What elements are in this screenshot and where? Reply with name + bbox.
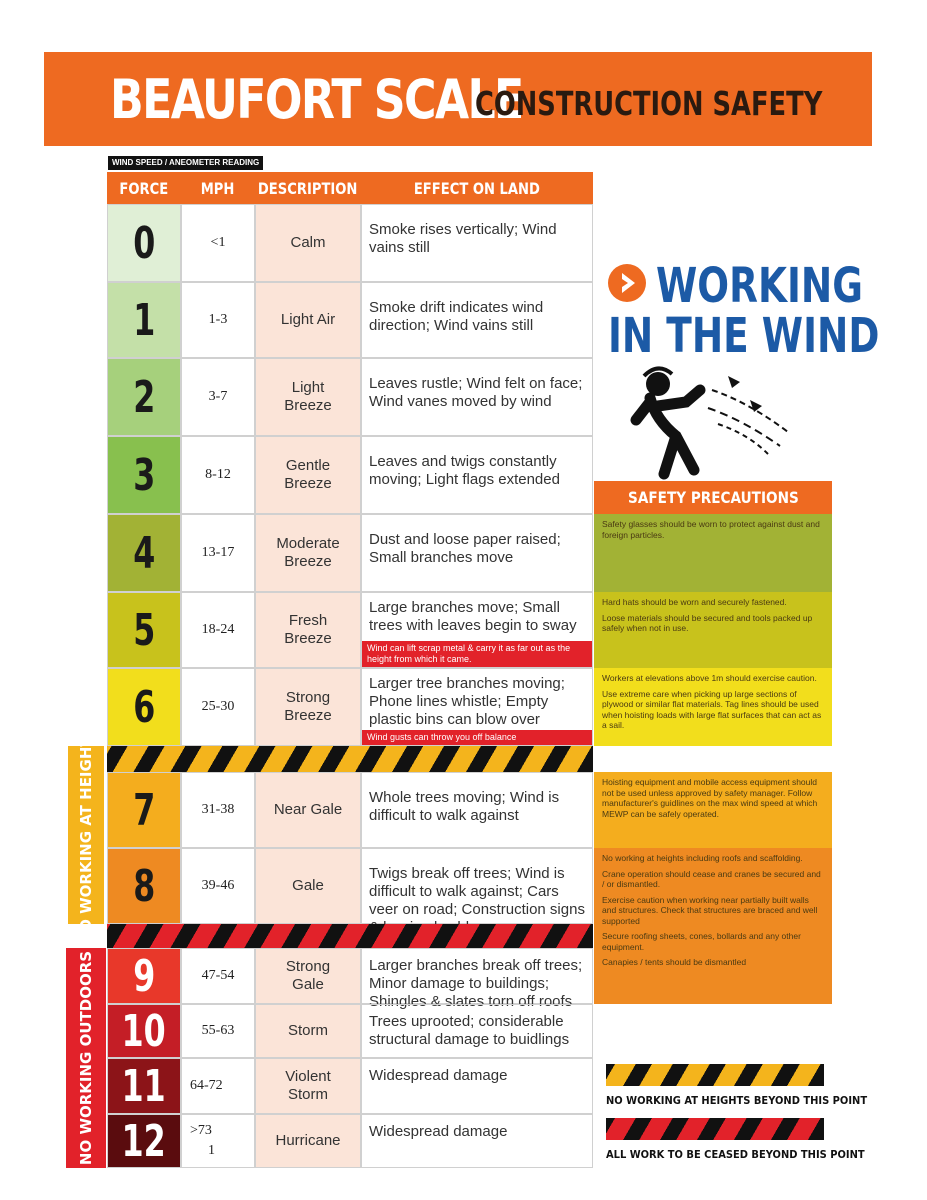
legend-heights-text: NO WORKING AT HEIGHTS BEYOND THIS POINT: [606, 1094, 868, 1107]
mph-value: 55-63: [201, 1023, 235, 1038]
force-cell: [107, 204, 181, 282]
effect-text: Larger tree branches moving; Phone lines whistle; Empty plastic bins can blow over: [369, 675, 565, 728]
description-value: Hurricane: [275, 1132, 341, 1149]
arrow-circle-icon: [608, 264, 646, 302]
column-header-mph: MPH: [181, 172, 255, 204]
effect-cell: [361, 668, 593, 746]
force-cell: [107, 668, 181, 746]
effect-text: Smoke rises vertically; Wind vains still: [369, 221, 557, 256]
safety-item: Secure roofing sheets, cones, bollards and any other equipment.: [602, 931, 801, 952]
description-cell: [255, 436, 361, 514]
safety-block: [594, 668, 832, 746]
description-cell: [255, 204, 361, 282]
force-value: 6: [132, 681, 156, 733]
force-value: 5: [132, 604, 156, 656]
force-cell: [107, 848, 181, 924]
effect-text: Twigs break off trees; Wind is difficult to walk against; Cars veer on road; Construction signs: [369, 865, 585, 918]
mph-value: 25-30: [201, 699, 235, 714]
force-cell: [107, 592, 181, 668]
safety-precautions-heading: SAFETY PRECAUTIONS: [594, 481, 832, 514]
force-value: 4: [132, 527, 156, 579]
force-cell: [107, 1058, 181, 1114]
legend-ceased-text: ALL WORK TO BE CEASED BEYOND THIS POINT: [606, 1148, 865, 1161]
description-cell: [255, 1114, 361, 1168]
effect-cell: [361, 1114, 593, 1168]
safety-item: Workers at elevations above 1m should exercise caution.: [602, 673, 817, 683]
mph-cell: [181, 1114, 255, 1168]
description-cell: [255, 514, 361, 592]
effect-text: Whole trees moving; Wind is difficult to walk against: [369, 789, 560, 824]
force-value: 10: [121, 1005, 167, 1057]
effect-cell: [361, 514, 593, 592]
description-cell: [255, 1004, 361, 1058]
description-value: Light Air: [280, 311, 336, 328]
force-value: 2: [132, 371, 156, 423]
safety-item: No working at heights including roofs and scaffolding.: [602, 853, 803, 863]
description-value: Gentle Breeze: [284, 457, 332, 492]
safety-item: Exercise caution when working near partially built walls and structures. Check that structures are braced and well supported: [602, 894, 818, 926]
mph-value: <1: [210, 235, 226, 250]
force-value: 0: [132, 217, 156, 269]
mph-value: 39-46: [201, 878, 235, 893]
description-value: Strong Breeze: [284, 689, 332, 724]
description-value: Fresh Breeze: [284, 612, 332, 647]
description-value: Gale: [292, 877, 324, 894]
force-cell: [107, 1114, 181, 1168]
description-value: Light Breeze: [284, 379, 332, 414]
mph-cell: [181, 514, 255, 592]
mph-cell: [181, 1004, 255, 1058]
mph-cell: [181, 668, 255, 746]
safety-item: Canapies / tents should be dismantled: [602, 957, 747, 967]
description-value: Strong Gale: [285, 958, 331, 993]
description-cell: [255, 358, 361, 436]
effect-cell: [361, 948, 593, 1010]
no-working-outdoors-label: NO WORKING OUTDOORS: [66, 948, 106, 1168]
safety-item: Loose materials should be secured and tools packed up safely when not in use.: [602, 612, 813, 633]
description-cell: [255, 1058, 361, 1114]
effect-cell: [361, 848, 593, 924]
description-value: Near Gale: [273, 801, 343, 818]
description-value: Violent Storm: [285, 1068, 331, 1103]
wind-speed-label: WIND SPEED / ANEOMETER READING: [108, 156, 263, 170]
legend-stripe-heights: [606, 1064, 824, 1086]
mph-cell: [181, 1058, 255, 1114]
safety-item: Crane operation should cease and cranes be secured and / or dismantled.: [602, 868, 821, 889]
effect-text: Trees uprooted; considerable structural damage to buidlings: [369, 1013, 570, 1048]
force-cell: [107, 514, 181, 592]
working-title-line2: IN THE WIND: [608, 308, 880, 364]
page-title: BEAUFORT SCALE: [110, 68, 523, 131]
description-value: Storm: [287, 1022, 328, 1039]
force-cell: [107, 282, 181, 358]
effect-text: Large branches move; Small trees with leaves begin to sway: [369, 599, 577, 634]
mph-value: 1-3: [208, 312, 228, 327]
safety-block: [594, 592, 832, 668]
column-header-description: DESCRIPTION: [255, 172, 361, 204]
mph-cell: [181, 948, 255, 1004]
header-banner: [44, 52, 872, 146]
mph-value: >73: [190, 1123, 212, 1138]
effect-text: Leaves rustle; Wind felt on face; Wind vanes moved by wind: [369, 375, 583, 410]
effect-text: Widespread damage: [369, 1123, 508, 1140]
mph-extra: 1: [208, 1143, 215, 1158]
mph-cell: [181, 282, 255, 358]
description-value: Moderate Breeze: [276, 535, 340, 570]
safety-item: Use extreme care when picking up large sections of plywood or similar flat materials. Tag lines should be used when hoisting loads with large flat surfaces that can act as a sail.: [602, 688, 822, 730]
no-working-at-heights-label: NO WORKING AT HEIGHTS: [68, 746, 104, 924]
mph-value: 3-7: [208, 389, 228, 404]
safety-block: [594, 772, 832, 848]
description-cell: [255, 668, 361, 746]
effect-cell: [361, 204, 593, 282]
force-cell: [107, 358, 181, 436]
description-cell: [255, 948, 361, 1004]
warning-note: Wind can lift scrap metal & carry it as far out as the height from which it came.: [362, 641, 592, 667]
description-cell: [255, 282, 361, 358]
description-cell: [255, 592, 361, 668]
warning-note: Wind gusts can throw you off balance: [362, 730, 592, 745]
column-header-effect: EFFECT ON LAND: [361, 172, 593, 204]
effect-text: Smoke drift indicates wind direction; Wind vains still: [369, 299, 544, 334]
force-value: 12: [121, 1115, 167, 1167]
mph-value: 31-38: [201, 802, 235, 817]
page-subtitle: CONSTRUCTION SAFETY: [474, 84, 822, 123]
hazard-stripe-heights: [107, 746, 593, 772]
safety-item: Hoisting equipment and mobile access equipment should not be used unless approved by safety manager. Follow manufacturer's guidlines on the max wind speed at which MEWP can be safely operated.: [602, 777, 818, 819]
safety-block: [594, 848, 832, 1004]
description-value: Calm: [290, 234, 326, 251]
force-value: 7: [132, 784, 156, 836]
mph-cell: [181, 358, 255, 436]
safety-block: [594, 514, 832, 592]
description-cell: [255, 848, 361, 924]
hazard-stripe-outdoors: [107, 924, 593, 948]
description-cell: [255, 772, 361, 848]
person-blown-by-wind-icon: [628, 362, 798, 480]
mph-cell: [181, 204, 255, 282]
force-value: 11: [121, 1060, 167, 1112]
mph-cell: [181, 772, 255, 848]
mph-value: 8-12: [205, 467, 231, 482]
effect-cell: [361, 436, 593, 514]
force-value: 3: [132, 449, 156, 501]
effect-text: Leaves and twigs constantly moving; Light flags extended: [369, 453, 560, 488]
effect-cell: [361, 1058, 593, 1114]
force-cell: [107, 1004, 181, 1058]
effect-text: Larger branches break off trees; Minor damage to buildings; Shingles & slates torn off roofs: [369, 957, 583, 1010]
effect-text: Widespread damage: [369, 1067, 508, 1084]
force-cell: [107, 436, 181, 514]
safety-item: Safety glasses should be worn to protect against dust and foreign particles.: [602, 519, 820, 540]
mph-value: 18-24: [201, 622, 235, 637]
effect-cell: [361, 1004, 593, 1058]
mph-value: 64-72: [190, 1078, 223, 1093]
mph-cell: [181, 436, 255, 514]
legend-stripe-ceased: [606, 1118, 824, 1140]
force-cell: [107, 772, 181, 848]
mph-value: 47-54: [201, 968, 235, 983]
mph-cell: [181, 848, 255, 924]
effect-cell: [361, 772, 593, 848]
effect-cell: [361, 592, 593, 668]
effect-text: Dust and loose paper raised; Small branches move: [369, 531, 561, 566]
mph-value: 13-17: [201, 545, 235, 560]
safety-item: Hard hats should be worn and securely fastened.: [602, 597, 787, 607]
force-value: 8: [132, 860, 156, 912]
force-value: 1: [132, 294, 156, 346]
force-cell: [107, 948, 181, 1004]
mph-cell: [181, 592, 255, 668]
column-header-force: FORCE: [107, 172, 181, 204]
working-title-line1: WORKING: [656, 258, 863, 314]
effect-cell: [361, 358, 593, 436]
effect-cell: [361, 282, 593, 358]
force-value: 9: [132, 950, 156, 1002]
